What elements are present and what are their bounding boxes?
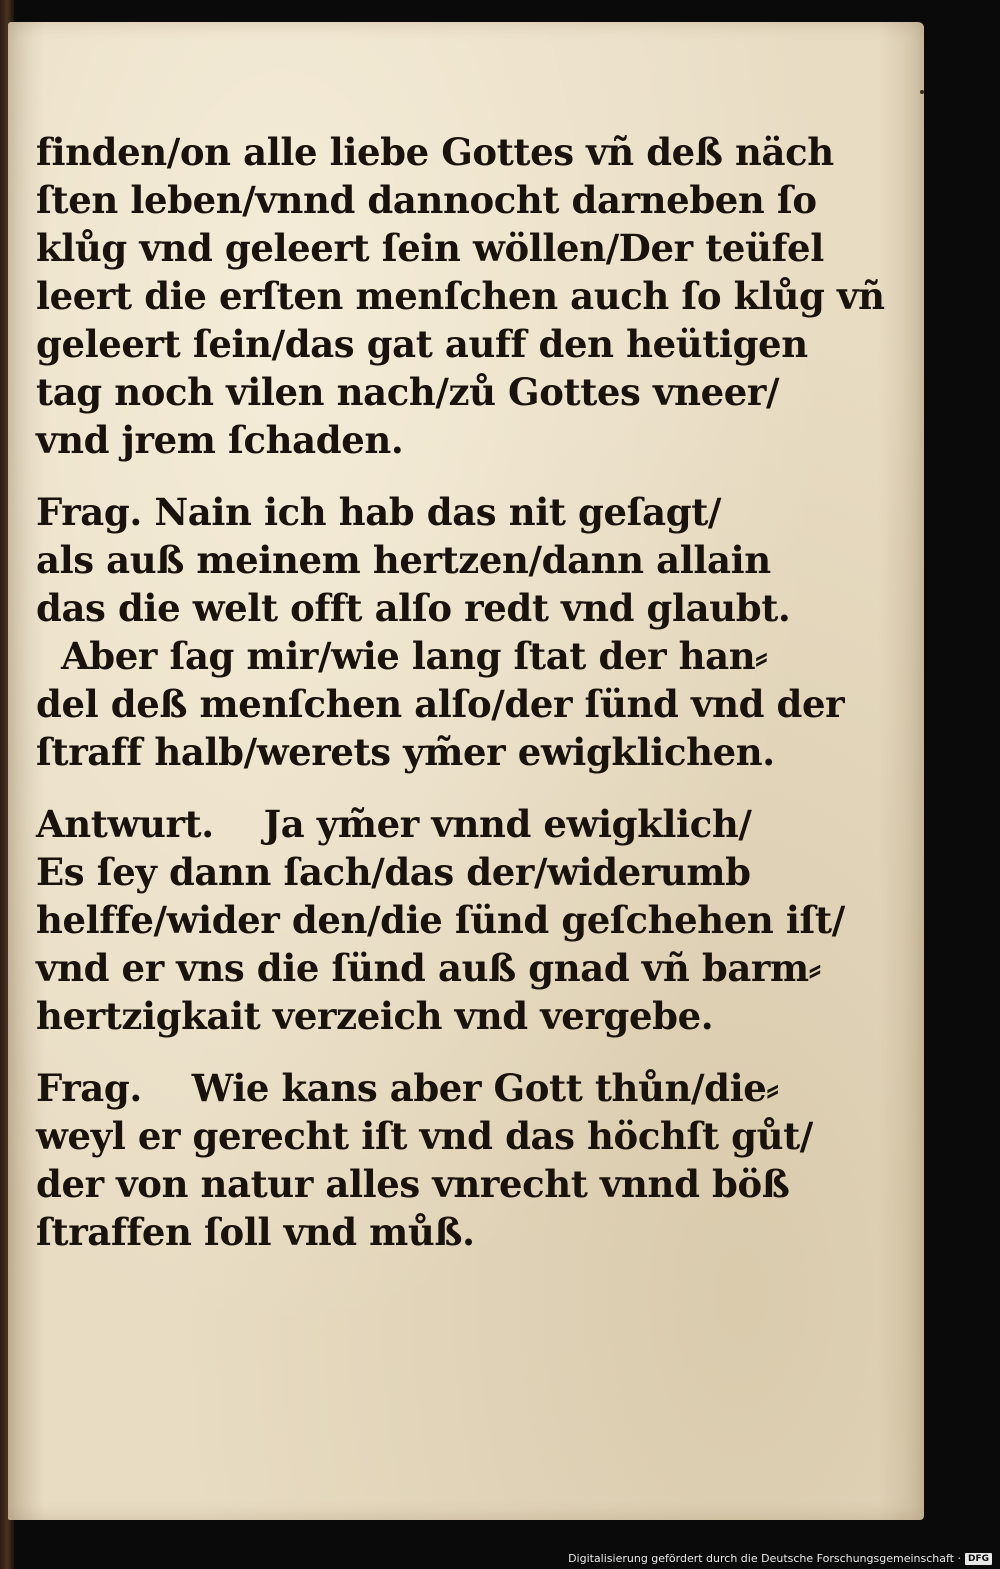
text-line: der von natur alles vnrecht vnnd böß [36, 1162, 790, 1206]
text-line: del deß menſchen alſo/der ſünd vnd der [36, 682, 845, 726]
text-line: finden/on alle liebe Gottes vñ deß näch [36, 130, 834, 174]
credit-text: Digitalisierung gefördert durch die Deutsche Forschungsgemeinschaft · [568, 1552, 961, 1565]
text-line: Aber ſag mir/wie lang ſtat der han⸗ [36, 634, 768, 678]
text-line: hertzigkait verzeich vnd vergebe. [36, 994, 714, 1038]
text-line: klůg vnd geleert ſein wöllen/Der teüfel [36, 226, 824, 270]
text-line: als auß meinem hertzen/dann allain [36, 538, 771, 582]
text-line: Frag. Nain ich hab das nit geſagt/ [36, 490, 722, 534]
digitization-credit [568, 1552, 992, 1565]
text-line: ſten leben/vnnd dannocht darneben ſo [36, 178, 817, 222]
text-line: Frag. Wie kans aber Gott thůn/die⸗ [36, 1066, 779, 1110]
text-line: vnd jrem ſchaden. [36, 418, 404, 462]
text-line: weyl er gerecht iſt vnd das höchſt gůt/ [36, 1114, 813, 1158]
text-line: leert die erſten menſchen auch ſo klůg vñ [36, 274, 885, 318]
text-line: helffe/wider den/die ſünd geſchehen iſt/ [36, 898, 845, 942]
text-line: Es ſey dann ſach/das der/widerumb [36, 850, 751, 894]
text-line: ſtraffen ſoll vnd můß. [36, 1210, 475, 1254]
text-line: vnd er vns die ſünd auß gnad vñ barm⸗ [36, 946, 821, 990]
text-line: das die welt offt alſo redt vnd glaubt. [36, 586, 791, 630]
text-line: geleert ſein/das gat auff den heütigen [36, 322, 808, 366]
text-line: Antwurt. Ja ym̃er vnnd ewigklich/ [36, 802, 752, 846]
dfg-logo: DFG [965, 1553, 992, 1565]
text-line: tag noch vilen nach/zů Gottes vneer/ [36, 370, 780, 414]
text-line: ſtraff halb/werets ym̃er ewigklichen. [36, 730, 775, 774]
page-speck [920, 90, 924, 94]
